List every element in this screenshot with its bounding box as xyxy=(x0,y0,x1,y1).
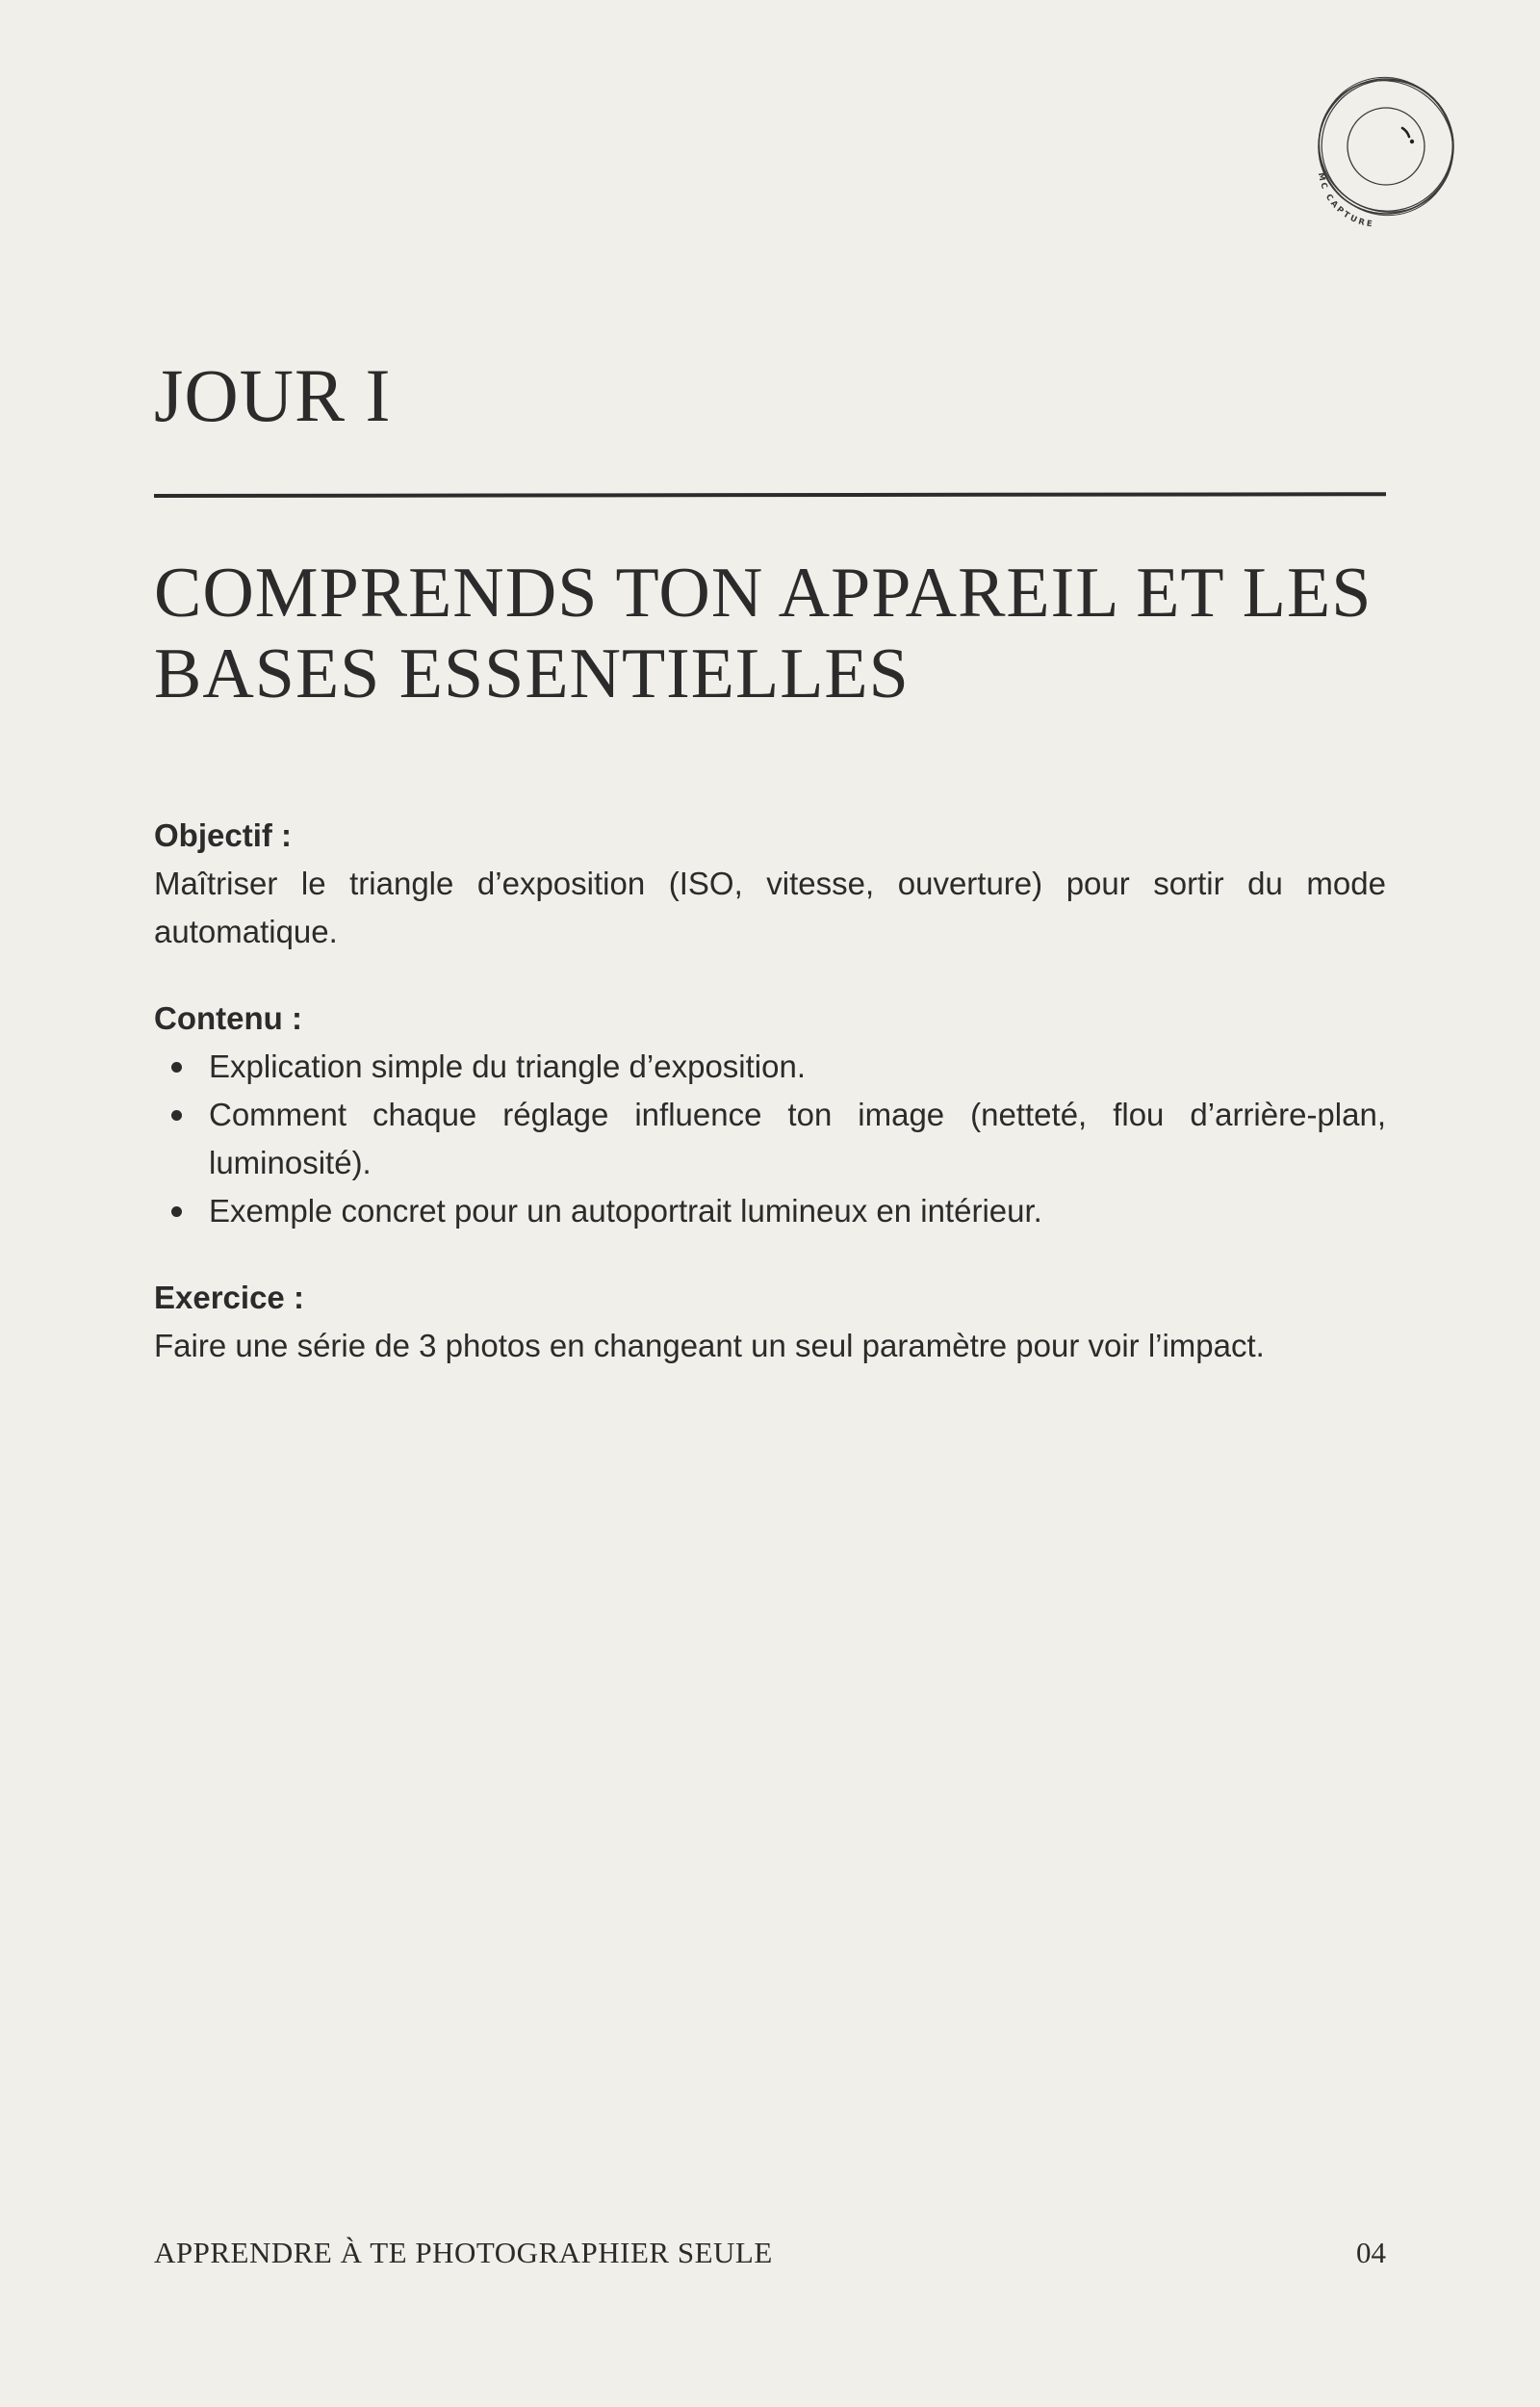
list-item-text: Explication simple du triangle d’exposition. xyxy=(209,1048,807,1084)
exercice-label: Exercice : xyxy=(154,1280,304,1315)
camera-lens-logo-icon xyxy=(1290,67,1463,241)
bullet-icon xyxy=(171,1062,182,1073)
logo-text: MC CAPTURE xyxy=(1315,171,1375,230)
page-title-line2: BASES ESSENTIELLES xyxy=(154,634,910,713)
list-item-text: Comment chaque réglage influence ton image (netteté, flou d’arrière-plan, luminosité). xyxy=(209,1097,1386,1180)
contenu-list xyxy=(154,1043,1386,1235)
spacer xyxy=(154,956,1386,995)
bullet-icon xyxy=(171,1206,182,1217)
spacer xyxy=(154,1235,1386,1274)
content xyxy=(154,812,1386,1370)
bullet-icon xyxy=(171,1110,182,1121)
divider xyxy=(154,492,1386,498)
objectif-label: Objectif : xyxy=(154,817,293,853)
page-number: 04 xyxy=(1356,2236,1386,2269)
list-item-text: Exemple concret pour un autoportrait lumineux en intérieur. xyxy=(209,1193,1042,1229)
page-title-line1: COMPRENDS TON APPAREIL ET LES xyxy=(154,554,1373,633)
list-item xyxy=(154,1043,1386,1091)
objectif-text: Maîtriser le triangle d’exposition (ISO, vitesse, ouverture) pour sortir du mode automatique. xyxy=(154,866,1386,949)
contenu-label: Contenu : xyxy=(154,1000,302,1036)
exercice-text: Faire une série de 3 photos en changeant un seul paramètre pour voir l’impact. xyxy=(154,1328,1265,1363)
footer-title: APPRENDRE À TE PHOTOGRAPHIER SEULE xyxy=(154,2236,773,2269)
page-title xyxy=(154,553,1396,714)
list-item xyxy=(154,1187,1386,1235)
list-item xyxy=(154,1091,1386,1187)
day-title: JOUR I xyxy=(154,353,392,437)
